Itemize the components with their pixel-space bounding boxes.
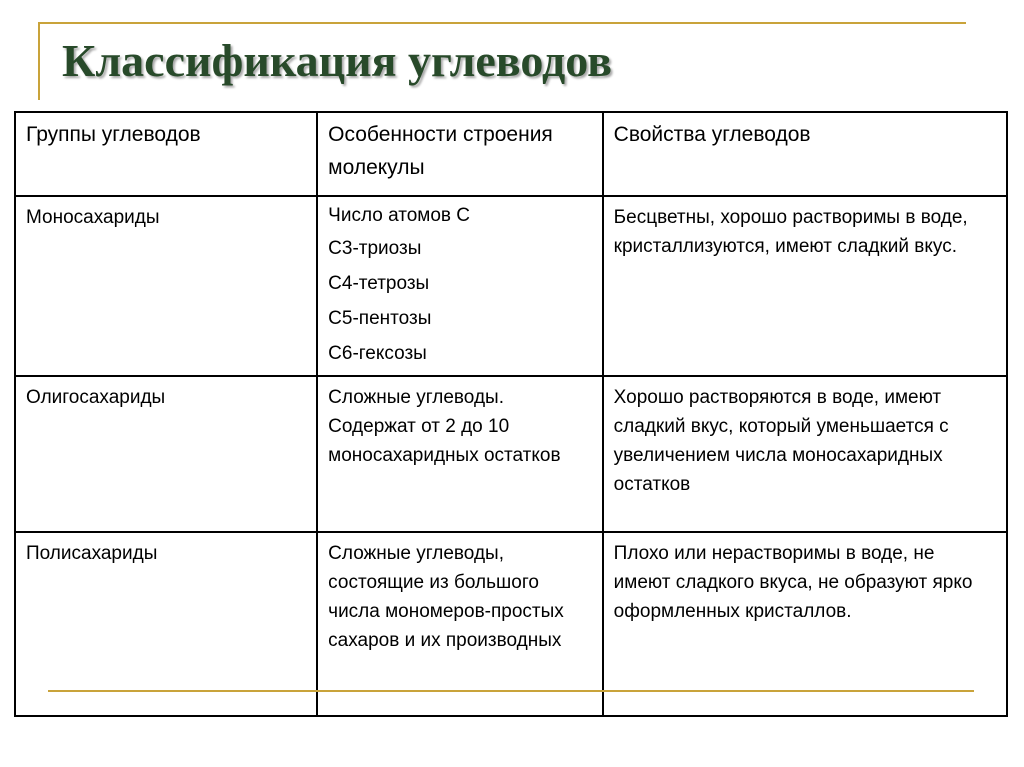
cell-group-monosaccharides: Моносахариды — [15, 196, 317, 376]
table-row — [15, 376, 1007, 532]
header-structure: Особенности строения молекулы — [317, 112, 603, 196]
cell-properties-polysaccharides: Плохо или нерастворимы в воде, не имеют сладкого вкуса, не образуют ярко оформленных кристаллов. — [603, 532, 1007, 716]
cell-group-polysaccharides: Полисахариды — [15, 532, 317, 716]
top-accent-rule — [38, 22, 966, 24]
left-accent-rule — [38, 22, 40, 100]
table-row — [15, 196, 1007, 376]
structure-line: Число атомов С — [328, 205, 471, 226]
cell-properties-monosaccharides: Бесцветны, хорошо растворимы в воде, кристаллизуются, имеют сладкий вкус. — [603, 196, 1007, 376]
bottom-accent-rule — [48, 690, 974, 692]
slide-title: Классификация углеводов — [62, 35, 612, 86]
cell-structure-oligosaccharides: Сложные углеводы. Содержат от 2 до 10 моносахаридных остатков — [317, 376, 603, 532]
table-header-row — [15, 112, 1007, 196]
cell-properties-oligosaccharides: Хорошо растворяются в воде, имеют сладкий вкус, который уменьшается с увеличением числа моносахаридных остатков — [603, 376, 1007, 532]
structure-line: С6-гексозы — [328, 343, 427, 364]
cell-structure-polysaccharides: Сложные углеводы, состоящие из большого числа мономеров-простых сахаров и их производных — [317, 532, 603, 716]
header-group: Группы углеводов — [15, 112, 317, 196]
cell-structure-monosaccharides — [317, 196, 603, 376]
carbohydrate-classification-table — [14, 111, 1008, 717]
header-properties: Свойства углеводов — [603, 112, 1007, 196]
table-row — [15, 532, 1007, 716]
cell-group-oligosaccharides: Олигосахариды — [15, 376, 317, 532]
structure-line: С3-триозы — [328, 238, 422, 259]
structure-line: С4-тетрозы — [328, 273, 430, 294]
structure-line: С5-пентозы — [328, 308, 432, 329]
